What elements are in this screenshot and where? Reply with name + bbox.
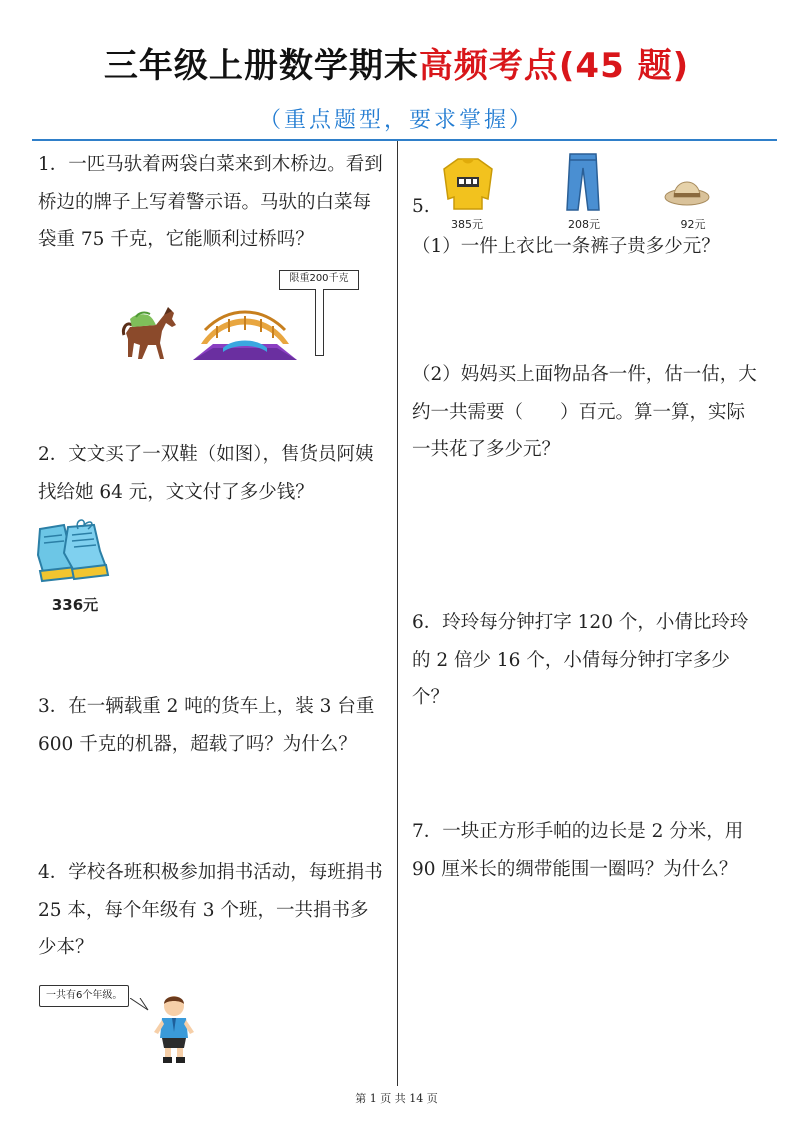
title-main: 三年级上册数学期末 — [103, 46, 419, 86]
bubble-tail — [130, 997, 152, 1011]
title-highlight: 高频考点(45 题) — [418, 46, 690, 86]
sweater-price: 385元 — [451, 218, 483, 231]
hat-icon — [664, 167, 710, 207]
question-2: 2．文文买了一双鞋（如图），售货员阿姨找给她 64 元，文文付了多少钱？ — [38, 444, 374, 503]
shoes-icon — [34, 515, 110, 587]
page-title — [0, 38, 793, 87]
question-5-part-2: （2）妈妈买上面物品各一件，估一估，大约一共需要（ ）百元。算一算，实际一共花了多少元？ — [412, 364, 757, 460]
question-4: 4．学校各班积极参加捐书活动，每班捐书 25 本，每个年级有 3 个班，一共捐书多少本？ — [38, 862, 383, 958]
bridge-icon — [193, 308, 297, 360]
question-3: 3．在一辆载重 2 吨的货车上，装 3 台重 600 千克的机器，超载了吗？为什么？ — [38, 696, 375, 755]
question-5-number: 5. — [412, 196, 430, 217]
speech-bubble: 一共有6个年级。 — [39, 985, 129, 1007]
boy-icon — [152, 992, 196, 1064]
pants-price: 208元 — [568, 218, 600, 231]
sign-post — [315, 289, 324, 356]
page-subtitle: （重点题型，要求掌握） — [258, 108, 534, 133]
question-1: 1．一匹马驮着两袋白菜来到木桥边。看到桥边的牌子上写着警示语。马驮的白菜每袋重 75 千克，它能顺利过桥吗？ — [38, 154, 383, 250]
column-divider — [397, 141, 398, 1086]
page-footer: 第 1 页 共 14 页 — [355, 1092, 438, 1105]
question-6: 6．玲玲每分钟打字 120 个，小倩比玲玲的 2 倍少 16 个，小倩每分钟打字多少个？ — [412, 612, 749, 708]
question-7: 7．一块正方形手帕的边长是 2 分米，用 90 厘米长的绸带能围一圈吗？为什么？ — [412, 821, 744, 880]
shoes-price-label: 336元 — [51, 596, 99, 614]
hat-price: 92元 — [680, 218, 706, 231]
question-5-part-1: （1）一件上衣比一条裤子贵多少元？ — [412, 236, 720, 257]
horse-icon — [120, 305, 182, 363]
pants-icon — [566, 152, 600, 212]
weight-limit-sign: 限重200千克 — [279, 270, 359, 290]
sweater-icon — [442, 155, 494, 211]
header-rule — [32, 139, 777, 141]
